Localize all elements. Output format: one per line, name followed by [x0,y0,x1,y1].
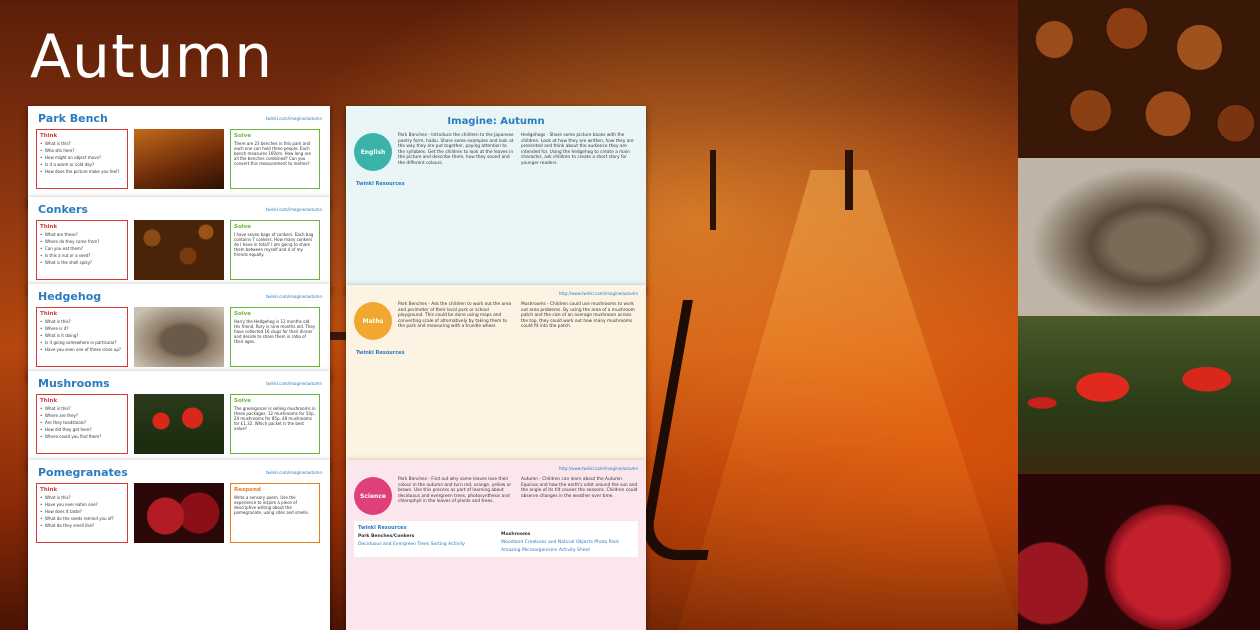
sheet-url: http://www.twinkl.com/imagine/autumn [558,466,638,471]
think-question: • Are they toadstools? [40,420,124,425]
sheet-url: twinkl.com/imagine/autumn [265,381,322,386]
sheet-conkers [28,197,330,293]
think-question: • What is this? [40,495,124,500]
solve-text: I have seven bags of conkers. Each bag contains 7 conkers. How many conkers do I have in total? I am going to share them between myself and 4 of my friends equally. [234,232,314,257]
think-label: Think [40,398,58,404]
think-question: • What is this? [40,406,124,411]
think-question: • What is this? [40,319,124,324]
maths-col-1: Park Benches - Ask the children to work out the area and perimeter of their local park or school playground. This could be done using maps and converting scale of alternatively by taking them to the park and measuring with a trundle wheel. [398,302,512,329]
resource-link[interactable]: Woodland Creatures and Natural Objects Photo Pack [501,540,619,545]
think-question: • How did they get here? [40,427,124,432]
resources-heading: Twinkl Resources [356,350,405,356]
think-question: • How does the picture make you feel? [40,169,124,174]
sheet-title: Mushrooms [38,377,110,390]
think-question: • What are these? [40,232,124,237]
english-col-1: Park Benches - Introduce the children to the Japanese poetry form, haiku. Share some examples and look at the way they are put together, paying attention to the syllables. Get the children to look at the leaves in the picture and describe them, how they sound and the different colours. [398,133,514,166]
sheet-url: http://www.twinkl.com/imagine/autumn [558,291,638,296]
sheet-english [346,106,646,292]
think-box [36,483,128,543]
think-box [36,129,128,189]
think-question: • Who sits here? [40,148,124,153]
tree-trunk [845,150,853,210]
think-question: • Have you seen one of these close up? [40,347,124,352]
sheet-hedgehog [28,284,330,380]
solve-box [230,129,320,189]
resource-group: Park Benches/Conkers [358,534,415,539]
think-question: • Is it a warm or cold day? [40,162,124,167]
sheet-url: twinkl.com/imagine/autumn [265,294,322,299]
chestnuts-photo [1018,0,1260,158]
think-label: Think [40,487,58,493]
hedgehog-photo [134,307,224,367]
solve-label: Solve [234,398,251,404]
resources-heading: Twinkl Resources [358,525,407,531]
sheet-title: Park Bench [38,112,108,125]
solve-label: Solve [234,311,251,317]
resources-panel [354,521,638,557]
maths-badge: Maths [354,302,392,340]
page-title: Autumn [30,22,274,92]
think-question: • How does it taste? [40,509,124,514]
resources-heading: Twinkl Resources [356,181,405,187]
think-question: • How might an object move? [40,155,124,160]
think-question: • Is this a nut or a seed? [40,253,124,258]
think-box [36,307,128,367]
solve-box [230,394,320,454]
think-question: • What is it doing? [40,333,124,338]
solve-label: Solve [234,133,251,139]
conkers-photo [134,220,224,280]
think-box [36,394,128,454]
solve-box [230,220,320,280]
solve-text: Harry the Hedgehog is 12 months old. His friend, Rory is nine months old. They have collected 16 slugs for their dinner and decide to share them in ratio of their ages. [234,319,316,344]
bench-photo [134,129,224,189]
think-question: • Where are they? [40,413,124,418]
solve-label: Solve [234,224,251,230]
sheet-url: twinkl.com/imagine/autumn [265,207,322,212]
think-question: • Where could you find them? [40,434,124,439]
science-col-1: Park Benches - Find out why some leaves lose their colour in the autumn and turn red, orange, yellow or brown. Use this process as part of learning about deciduous and evergreen trees, photosynthesis and chlorophyll in the leaves of plants and trees. [398,477,512,504]
think-question: • What do the seeds remind you of? [40,516,124,521]
respond-label: Respond [234,487,261,493]
solve-text: There are 23 benches in this park and each one can hold three people. Each bench measures 160cm. How long are all the benches combined? Can you convert this measurement to metres? [234,141,311,166]
sheet-park-bench [28,106,330,206]
think-question: • What is the shell spiky? [40,260,124,265]
maths-col-2: Mushrooms - Children could use mushrooms to work out area problems. By using the area of a mushroom patch and the size of an average mushroom across the top, they could work out how many mushrooms could fit into the patch. [521,302,635,329]
pomegranates-photo [134,483,224,543]
solve-text: The greengrocer is selling mushrooms in these packages: 12 mushrooms for 54p, 24 mushrooms for 85p, 48 mushrooms for £1.32. Which packet is the best value? [234,406,316,431]
english-badge: English [354,133,392,171]
think-question: • Have you ever eaten one? [40,502,124,507]
science-col-2: Autumn - Children can learn about the Autumn Equinox and how the earth's orbit around the sun and the angle of its tilt causes the seasons. Children could observe changes in the weather over time. [521,477,638,499]
resource-group: Mushrooms [501,532,531,537]
sheet-mushrooms [28,371,330,467]
think-label: Think [40,133,58,139]
science-badge: Science [354,477,392,515]
pomegranate-photo [1018,474,1260,630]
think-box [36,220,128,280]
solve-box [230,307,320,367]
think-question: • Can you eat them? [40,246,124,251]
sheet-pomegranates [28,460,330,630]
think-label: Think [40,311,58,317]
think-question: • What is this? [40,141,124,146]
sheet-title: Conkers [38,203,88,216]
hedgehog-photo-large [1018,158,1260,316]
think-question: • Is it going somewhere in particular? [40,340,124,345]
sheet-science [346,460,646,630]
imagine-title: Imagine: Autumn [447,116,545,127]
think-question: • Where is it? [40,326,124,331]
english-col-2: Hedgehogs - Share some picture books with the children. Look at how they are written, how they are presented and think about the audience they are intended for. Using the hedgehog to create a main character, ask children to create a short story for younger readers. [521,133,634,166]
think-question: • Where do they come from? [40,239,124,244]
resource-link[interactable]: Deciduous and Evergreen Trees Sorting Activity [358,542,466,547]
mushrooms-photo [134,394,224,454]
sheet-maths [346,285,646,463]
sheet-title: Hedgehog [38,290,102,303]
sheet-url: twinkl.com/imagine/autumn [265,470,322,475]
respond-box [230,483,320,543]
sheet-title: Pomegranates [38,466,128,479]
tree-trunk [710,150,716,230]
sheet-url: twinkl.com/imagine/autumn [265,116,322,121]
think-question: • What do they smell like? [40,523,124,528]
respond-text: Write a sensory poem. Use the experience to inspire a piece of descriptive writing about the pomegranate, using sites and smells. [234,495,310,515]
fly-agaric-photo [1018,316,1260,474]
resource-link[interactable]: Amazing Microorganisms Activity Sheet [501,548,591,553]
think-label: Think [40,224,58,230]
